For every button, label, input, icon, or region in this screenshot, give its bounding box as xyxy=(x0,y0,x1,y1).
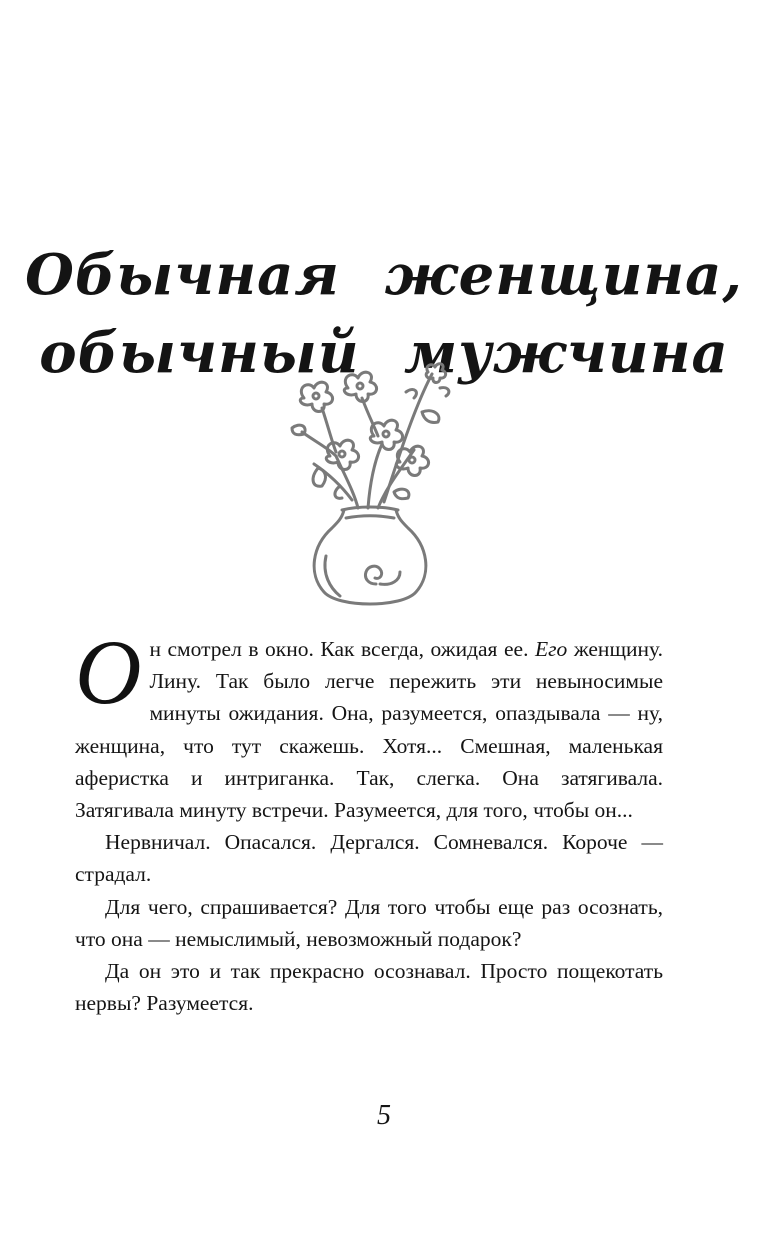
paragraph-1 xyxy=(75,621,663,826)
paragraph-2: Нервничал. Опасался. Дергался. Сомневался. Короче — страдал. xyxy=(75,830,663,887)
paragraph-1-part-b: женщину. Лину. Так было легче пережить эти невыносимые минуты ожидания. Она, разумеется, опаздывала — ну, женщина, что тут скажешь. Хотя... Смешная, маленькая аферистка и интриганка. Так, слегка. Она затягивала. Затягивала минуту встречи. Разумеется, для того, чтобы он... xyxy=(75,637,663,823)
page-number: 5 xyxy=(377,1100,391,1131)
emphasis-word: Его xyxy=(535,637,568,661)
drop-cap: О xyxy=(75,621,142,723)
body-text xyxy=(75,621,663,1019)
chapter-title-line-2: обычный мужчина xyxy=(39,319,729,386)
flower-vase-icon xyxy=(282,352,458,614)
paragraph-1-part-a: н смотрел в окно. Как всегда, ожидая ее. xyxy=(149,637,535,661)
paragraph-3: Для чего, спрашивается? Для того чтобы еще раз осознать, что она — немыслимый, невозможный подарок? xyxy=(75,894,663,951)
paragraph-4: Да он это и так прекрасно осознавал. Просто пощекотать нервы? Разумеется. xyxy=(75,959,663,1016)
chapter-title-line-1: Обычная женщина, xyxy=(25,241,743,308)
